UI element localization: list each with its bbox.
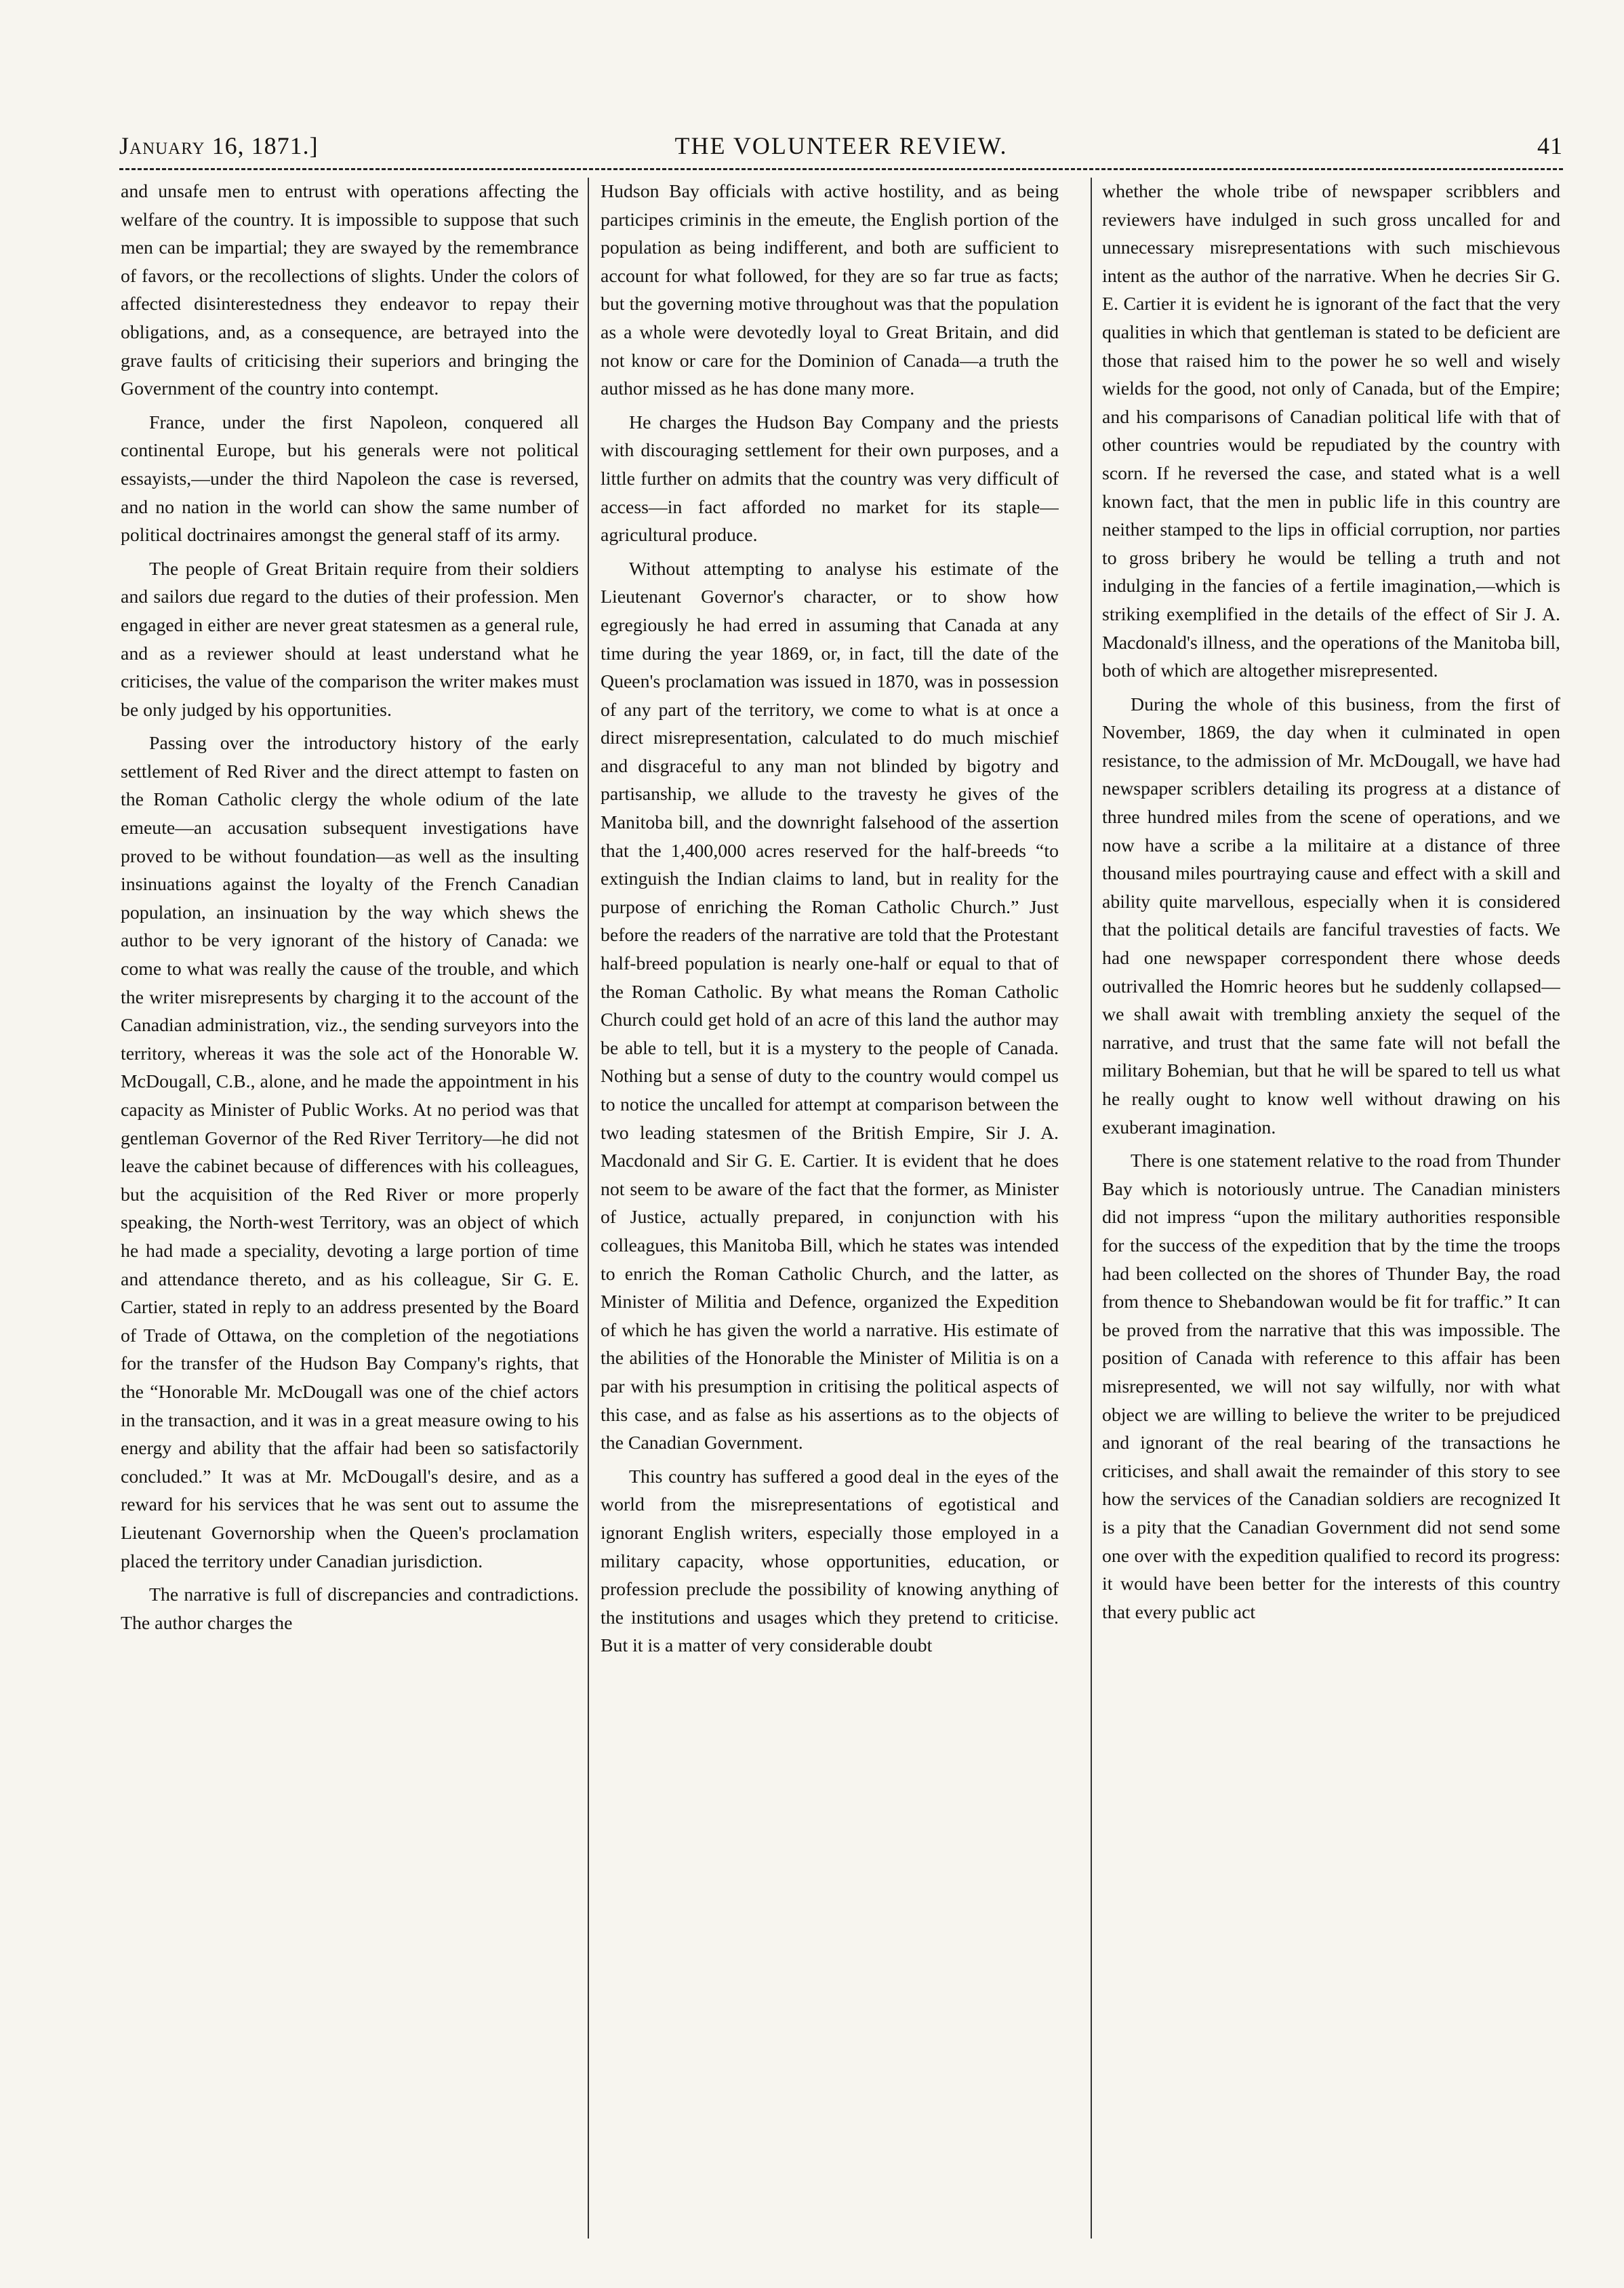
paragraph: The narrative is full of discrepancies and contradictions. The author charges the: [121, 1584, 579, 1634]
column-divider-2: [1091, 178, 1092, 2239]
paragraph: Passing over the introductory history of the early settlement of Red River and the direct attempt to fasten on the Roman Catholic clergy the whole odium of the late emeute—an accusation subsequent investigations have proved to be without foundation—as well as the insulting insinuations against the loyalty of the French Canadian population, an insinuation by the way which shews the author to be very ignorant of the history of Canada: we come to what was really the cause of the trouble, and which the writer misrepresents by charging it to the account of the Canadian administration, viz., the sending surveyors into the territory, whereas it was the sole act of the Honorable W. McDougall, C.B., alone, and he made the appointment in his capacity as Minister of Public Works. At no period was that gentleman Governor of the Red River Territory—he did not leave the cabinet because of differences with his colleagues, but the acquisition of the Red River or more properly speaking, the North-west Territory, was an object of which he had made a speciality, devoting a large portion of time and attendance thereto, and as his colleague, Sir G. E. Cartier, stated in reply to an address presented by the Board of Trade of Ottawa, on the completion of the negotiations for the transfer of the Hudson Bay Company's rights, that the “Honorable Mr. McDougall was one of the chief actors in the transaction, and it was in a great measure owing to his energy and ability that the affair had been so satisfactorily concluded.” It was at Mr. McDougall's desire, and as a reward for his services that he was sent out to assume the Lieutenant Governorship when the Queen's proclamation placed the territory under Canadian jurisdiction.: [121, 733, 579, 1572]
paragraph: During the whole of this business, from the first of November, 1869, the day when it culminated in open resistance, to the admission of Mr. McDougall, we have had newspaper scriblers detailing its progress at a distance of three hundred miles from the scene of operations, and we now have a scribe a la militaire at a distance of three thousand miles pourtraying cause and effect with a skill and ability quite marvellous, especially when it is considered that the political details are fanciful travesties of facts. We had one newspaper correspondent there whose deeds outrivalled the Homric heores but he suddenly collapsed—we shall await with trembling anxiety the sequel of the narrative, and trust that the same fate will not befall the military Bohemian, but that he will be spared to tell us what he really ought to know well without drawing on his exuberant imagination.: [1102, 694, 1560, 1138]
paragraph: and unsafe men to entrust with operations affecting the welfare of the country. It is impossible to suppose that such men can be impartial; they are swayed by the remembrance of favors, or the recollections of slights. Under the colors of affected disinterestedness they endeavor to repay their obligations, and, as a consequence, are betrayed into the grave faults of criticising their superiors and bringing the Government of the country into contempt.: [121, 181, 579, 400]
paragraph: This country has suffered a good deal in the eyes of the world from the misrepresentations of egotistical and ignorant English writers, especially those employed in a military capacity, whose opportunities, education, or profession preclude the possibility of knowing anything of the institutions and usages which they pretend to criticise. But it is a matter of very considerable doubt: [601, 1466, 1059, 1657]
paragraph: France, under the first Napoleon, conquered all continental Europe, but his generals were not political essayists,—under the third Napoleon the case is reversed, and no nation in the world can show the same number of political doctrinaires amongst the general staff of its army.: [121, 412, 579, 546]
column-divider-1: [588, 178, 589, 2239]
text-column-2: [601, 178, 1059, 2239]
text-column-1: [121, 178, 579, 2239]
paragraph: He charges the Hudson Bay Company and the priests with discouraging settlement for their own purposes, and a little further on admits that the country was very difficult of access—in fact afforded no market for its staple—agricultural produce.: [601, 412, 1059, 546]
header-rule: [119, 168, 1563, 170]
publication-title: THE VOLUNTEER REVIEW.: [674, 132, 1008, 159]
paragraph: whether the whole tribe of newspaper scribblers and reviewers have indulged in such gross uncalled for and unnecessary misrepresentations with such mischievous intent as the author of the narrative. When he decries Sir G. E. Cartier it is evident he is ignorant of the fact that the very qualities in which that gentleman is stated to be deficient are those that raised him to the power he so well and wisely wields for the good, not only of Canada, but of the Empire; and his comparisons of Canadian political life with that of other countries would be repudiated by the country with scorn. If he reversed the case, and stated what is a well known fact, that the men in public life in this country are neither stamped to the lips in official corruption, nor parties to gross bribery he would be telling a truth and not indulging in the fancies of a fertile imagination,—which is striking exemplified in the details of the effect of Sir J. A. Macdonald's illness, and the operations of the Manitoba bill, both of which are altogether misrepresented.: [1102, 181, 1560, 682]
paragraph: Hudson Bay officials with active hostility, and as being participes criminis in the emeute, the English portion of the population as being indifferent, and both are sufficient to account for what followed, for they are so far true as facts; but the governing motive throughout was that the population as a whole were devotedly loyal to Great Britain, and did not know or care for the Dominion of Canada—a truth the author missed as he has done many more.: [601, 181, 1059, 400]
issue-date: January 16, 1871.]: [119, 132, 319, 159]
paragraph: Without attempting to analyse his estimate of the Lieutenant Governor's character, or to show how egregiously he had erred in assuming that Canada at any time during the year 1869, or, in fact, till the date of the Queen's proclamation was issued in 1870, was in possession of any part of the territory, we come to what is at once a direct misrepresentation, calculated to do much mischief and disgraceful to any man not blinded by bigotry and partisanship, we allude to the travesty he gives of the Manitoba bill, and the downright falsehood of the assertion that the 1,400,000 acres reserved for the half-breeds “to extinguish the Indian claims to land, but in reality for the purpose of enriching the Roman Catholic Church.” Just before the readers of the narrative are told that the Protestant half-breed population is nearly one-half or equal to that of the Roman Catholic. By what means the Roman Catholic Church could get hold of an acre of this land the author may be able to tell, but it is a mystery to the people of Canada. Nothing but a sense of duty to the country would compel us to notice the uncalled for attempt at comparison between the two leading statesmen of the British Empire, Sir J. A. Macdonald and Sir G. E. Cartier. It is evident that he does not seem to be aware of the fact that the former, as Minister of Justice, actually prepared, in conjunction with his colleagues, this Manitoba Bill, which he states was intended to enrich the Roman Catholic Church, and the latter, as Minister of Militia and Defence, organized the Expedition of which he has given the world a narrative. His estimate of the abilities of the Honorable the Minister of Militia is on a par with his presumption in critising the political aspects of this case, and as false as his assertions as to the objects of the Canadian Government.: [601, 558, 1059, 1454]
text-column-3: [1102, 178, 1560, 2239]
paragraph: The people of Great Britain require from their soldiers and sailors due regard to the duties of their profession. Men engaged in either are never great statesmen as a general rule, and as a reviewer should at least understand what he criticises, the value of the comparison the writer makes must be only judged by his opportunities.: [121, 558, 579, 721]
paragraph: There is one statement relative to the road from Thunder Bay which is notoriously untrue. The Canadian ministers did not impress “upon the military authorities responsible for the success of the expedition that by the time the troops had been collected on the shores of Thunder Bay, the road from thence to Shebandowan would be fit for traffic.” It can be proved from the narrative that this was impossible. The position of Canada with reference to this affair has been misrepresented, we will not say wilfully, nor with what object we are willing to believe the writer to be prejudiced and ignorant of the real bearing of the transactions he criticises, and shall await the remainder of this story to see how the services of the Canadian soldiers are recognized It is a pity that the Canadian Government did not send some one over with the expedition qualified to record its progress: it would have been better for the interests of this country that every public act: [1102, 1150, 1560, 1623]
running-head: [119, 127, 1563, 165]
page-number: 41: [1537, 132, 1563, 159]
